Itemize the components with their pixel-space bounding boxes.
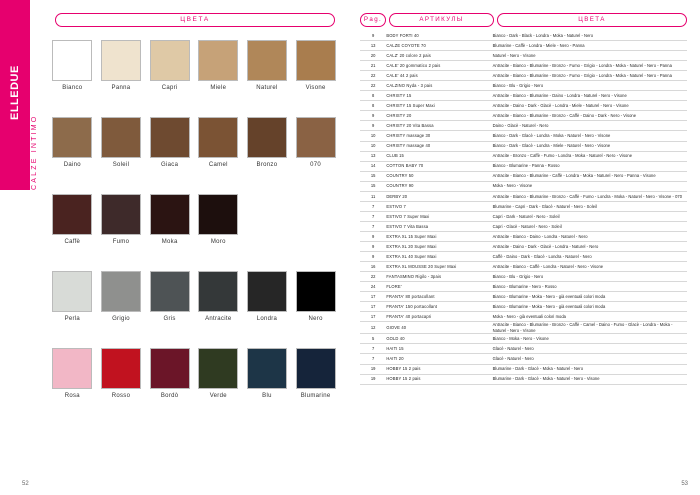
table-row	[360, 71, 687, 81]
color-name: Moro	[210, 239, 226, 245]
cell-pag: 14	[360, 161, 386, 171]
cell-article: CALE' 20 gommatico 2 pais	[386, 61, 492, 71]
brand-logo: ELLEDUE	[9, 65, 21, 121]
swatch-cell[interactable]	[48, 194, 97, 256]
cell-article: ESTIVO 7	[386, 201, 492, 211]
cell-pag: 17	[360, 312, 386, 322]
cell-colors: Blumarine - Capri - Dark - Glacè - Naturel - Nero - Soleil	[493, 201, 687, 211]
swatch-cell[interactable]	[48, 117, 97, 179]
cell-colors: Capri - Glacè - Naturel - Nero - Soleil	[493, 221, 687, 231]
color-chip[interactable]	[101, 348, 141, 389]
cell-colors: Moka - Nero - già eventuali colori moda	[493, 312, 687, 322]
swatch-cell[interactable]	[194, 348, 243, 410]
cell-pag: 21	[360, 61, 386, 71]
brand-block	[0, 0, 30, 190]
color-chip[interactable]	[296, 117, 336, 158]
color-name: Miele	[210, 85, 227, 91]
left-header-label: ЦВЕТА	[180, 16, 210, 23]
cell-article: CALE' 44 2 pais	[386, 71, 492, 81]
cell-pag: 16	[360, 262, 386, 272]
color-name: Panna	[111, 85, 131, 91]
table-row	[360, 31, 687, 41]
table-row	[360, 101, 687, 111]
cell-colors: Bianco - Blumarine - Moka - Nero - già eventuali colori moda	[493, 302, 687, 312]
cell-colors: Caffè - Daino - Dark - Glacè - Londra - Naturel - Nero	[493, 252, 687, 262]
color-chip[interactable]	[296, 348, 336, 389]
cell-article: EXTRA XL 20 Super Maxi	[386, 241, 492, 251]
swatch-cell[interactable]	[48, 40, 97, 102]
color-chip[interactable]	[198, 271, 238, 312]
swatch-cell[interactable]	[97, 271, 146, 333]
cell-article: ESTIVO 7 Vita Bassa	[386, 221, 492, 231]
swatch-cell[interactable]	[194, 271, 243, 333]
cell-colors: Antracite - Bronzo - Caffè - Fumo - Londra - Moka - Naturel - Nero - Visone	[493, 151, 687, 161]
swatch-cell[interactable]	[97, 348, 146, 410]
color-name: Caffè	[64, 239, 81, 245]
table-row	[360, 61, 687, 71]
table-row	[360, 81, 687, 91]
cell-colors: Antracite - Bianco - Daino - Londra - Naturel - Nero	[493, 231, 687, 241]
color-chip[interactable]	[52, 271, 92, 312]
cell-article: FRANTA' 150 portacollant	[386, 302, 492, 312]
cell-article: FRANTA' 80 portacollant	[386, 292, 492, 302]
cell-colors: Antracite - Bianco - Blumarine - Bronzo - Fumo - Grigio - Londra - Moka - Naturel - Nero - Panna	[493, 71, 687, 81]
color-name: Soleil	[112, 162, 130, 168]
table-row	[360, 111, 687, 121]
cell-pag: 7	[360, 201, 386, 211]
color-chip[interactable]	[150, 117, 190, 158]
cell-colors: Bianco - Moka - Nero - Visone	[493, 334, 687, 344]
swatch-cell[interactable]	[194, 117, 243, 179]
cell-article: FANTASMINO Rigilo - 3pais	[386, 272, 492, 282]
swatch-cell[interactable]	[194, 194, 243, 256]
cell-pag: 9	[360, 252, 386, 262]
color-name: Perla	[64, 316, 81, 322]
color-name: Moka	[161, 239, 178, 245]
cell-colors: Bianco - Dark - Black - Londra - Moka - Naturel - Nero	[493, 31, 687, 41]
color-chip[interactable]	[296, 40, 336, 81]
table-row	[360, 141, 687, 151]
table-row	[360, 282, 687, 292]
table-row	[360, 322, 687, 334]
color-chip[interactable]	[150, 348, 190, 389]
swatch-cell[interactable]	[97, 40, 146, 102]
color-chip[interactable]	[52, 117, 92, 158]
cell-article: CHRISTY massage 40	[386, 141, 492, 151]
cell-colors: Antracite - Daino - Dark - Glacè - Londra - Naturel - Nero	[493, 241, 687, 251]
color-chip[interactable]	[296, 271, 336, 312]
table-row	[360, 161, 687, 171]
cell-article: FRANTA' 40 portacapri	[386, 312, 492, 322]
cell-pag: 9	[360, 31, 386, 41]
table-row	[360, 334, 687, 344]
color-chip[interactable]	[101, 194, 141, 235]
cell-article: CHRISTY 20 Vita Bassa	[386, 121, 492, 131]
swatch-cell[interactable]	[291, 117, 340, 179]
swatch-cell[interactable]	[194, 40, 243, 102]
swatch-cell[interactable]	[145, 40, 194, 102]
swatch-row	[48, 348, 340, 410]
swatch-cell[interactable]	[243, 117, 292, 179]
swatch-row	[48, 271, 340, 333]
cell-article: CALZINO Nyda - 3 pais	[386, 81, 492, 91]
swatch-row	[48, 40, 340, 102]
color-name: Gris	[163, 316, 176, 322]
color-name: Blu	[262, 393, 272, 399]
cell-pag: 20	[360, 51, 386, 61]
color-chip[interactable]	[52, 40, 92, 81]
cell-colors: Antracite - Bianco - Blumarine - Bronzo - Caffè - Camel - Daino - Fumo - Glacè - Londra - Moka - Naturel - Nero - Visone	[493, 322, 687, 334]
color-name: Rosso	[111, 393, 131, 399]
cell-pag: 22	[360, 272, 386, 282]
cell-article: BODY FORTI 40	[386, 31, 492, 41]
color-name: Nero	[308, 316, 323, 322]
cell-pag: 22	[360, 81, 386, 91]
table-row	[360, 131, 687, 141]
table-row	[360, 374, 687, 384]
color-name: Antracite	[205, 316, 232, 322]
table-row	[360, 292, 687, 302]
cell-pag: 9	[360, 231, 386, 241]
color-name: Capri	[161, 85, 178, 91]
table-row	[360, 51, 687, 61]
cell-colors: Blumarine - Dark - Glacè - Moka - Naturel - Nero	[493, 364, 687, 374]
color-name: Camel	[208, 162, 228, 168]
color-chip[interactable]	[247, 348, 287, 389]
swatch-cell[interactable]	[145, 194, 194, 256]
table-row	[360, 241, 687, 251]
color-name: Giaca	[161, 162, 179, 168]
cell-colors: Blumarine - Dark - Glacè - Moka - Naturel - Nero - Visone	[493, 374, 687, 384]
cell-article: HOBBY 15 2 pais	[386, 364, 492, 374]
table-row	[360, 121, 687, 131]
cell-colors: Antracite - Bianco - Blumarine - Bronzo - Fumo - Grigio - Londra - Moka - Naturel - Nero - Panna	[493, 61, 687, 71]
cell-colors: Antracite - Bianco - Blumarine - Caffè - Londra - Moka - Naturel - Nero - Panna - Visone	[493, 171, 687, 181]
color-chip[interactable]	[150, 40, 190, 81]
table-row	[360, 151, 687, 161]
table-row	[360, 191, 687, 201]
cell-pag: 7	[360, 211, 386, 221]
color-chip[interactable]	[198, 194, 238, 235]
color-chip[interactable]	[198, 117, 238, 158]
cell-article: CHRISTY 20	[386, 111, 492, 121]
cell-pag: 22	[360, 71, 386, 81]
cell-pag: 24	[360, 282, 386, 292]
header-pag: Pag.	[360, 13, 386, 27]
color-name: Daino	[63, 162, 81, 168]
color-name: Naturel	[256, 85, 278, 91]
cell-colors: Glacè - Naturel - Nero	[493, 354, 687, 364]
table-row	[360, 262, 687, 272]
swatch-cell[interactable]	[97, 117, 146, 179]
cell-colors: Antracite - Bianco - Blumarine - Daino - Londra - Naturel - Nero - Visone	[493, 91, 687, 101]
color-name: Blumarine	[300, 393, 331, 399]
table-row	[360, 231, 687, 241]
cell-article: CHRISTY 15	[386, 91, 492, 101]
cell-colors: Bianco - Blumarine - Moka - Nero - già eventuali colori moda	[493, 292, 687, 302]
cell-colors: Daino - Glacè - Naturel - Nero	[493, 121, 687, 131]
swatch-cell[interactable]	[145, 348, 194, 410]
page-number-right: 53	[681, 481, 688, 487]
color-name: Visone	[305, 85, 326, 91]
swatch-cell[interactable]	[243, 271, 292, 333]
cell-pag: 19	[360, 364, 386, 374]
color-chip[interactable]	[247, 271, 287, 312]
swatch-grid	[48, 40, 340, 425]
table-row	[360, 221, 687, 231]
table-row	[360, 302, 687, 312]
brand-sidebar	[0, 0, 30, 495]
swatch-cell[interactable]	[48, 271, 97, 333]
table-row	[360, 364, 687, 374]
color-chip[interactable]	[101, 117, 141, 158]
cell-colors: Glacè - Naturel - Nero	[493, 344, 687, 354]
cell-pag: 17	[360, 292, 386, 302]
cell-pag: 19	[360, 374, 386, 384]
cell-colors: Antracite - Bianco - Blumarine - Bronzo - Caffè - Fumo - Londra - Moka - Naturel - Nero - Visone - 070	[493, 191, 687, 201]
cell-article: GIOVE 40	[386, 322, 492, 334]
color-name: Verde	[209, 393, 227, 399]
cell-colors: Bianco - Blumarine - Panna - Rosso	[493, 161, 687, 171]
cell-colors: Bianco - Blumarine - Nero - Rosso	[493, 282, 687, 292]
cell-article: HAITI 20	[386, 354, 492, 364]
page-number-left: 52	[22, 481, 29, 487]
cell-article: EXTRA XL 40 Super Maxi	[386, 252, 492, 262]
swatch-cell[interactable]	[291, 271, 340, 333]
color-chip[interactable]	[150, 194, 190, 235]
cell-pag: 7	[360, 344, 386, 354]
table-row	[360, 354, 687, 364]
swatch-cell[interactable]	[291, 348, 340, 410]
cell-pag: 7	[360, 354, 386, 364]
brand-subtitle: CALZE INTIMO	[31, 114, 38, 190]
swatch-cell[interactable]	[243, 40, 292, 102]
cell-pag: 15	[360, 171, 386, 181]
cell-pag: 10	[360, 141, 386, 151]
cell-colors: Antracite - Bianco - Blumarine - Bronzo - Caffè - Daino - Dark - Nero - Visone	[493, 111, 687, 121]
color-name: Bronzo	[256, 162, 278, 168]
cell-article: EXTRA XL 15 Super Maxi	[386, 231, 492, 241]
swatch-cell[interactable]	[145, 271, 194, 333]
cell-pag: 9	[360, 241, 386, 251]
cell-article: HOBBY 15 2 pais	[386, 374, 492, 384]
cell-article: HAITI 15	[386, 344, 492, 354]
cell-pag: 17	[360, 302, 386, 312]
color-chip[interactable]	[247, 117, 287, 158]
cell-pag: 5	[360, 334, 386, 344]
table-row	[360, 211, 687, 221]
color-chip[interactable]	[198, 348, 238, 389]
table-row	[360, 41, 687, 51]
cell-pag: 15	[360, 181, 386, 191]
color-chip[interactable]	[247, 40, 287, 81]
cell-pag: 8	[360, 101, 386, 111]
cell-pag: 8	[360, 91, 386, 101]
cell-article: FLORE'	[386, 282, 492, 292]
cell-colors: Bianco - Blu - Grigio - Nero	[493, 81, 687, 91]
cell-colors: Bianco - Dark - Glacè - Londra - Moka - Naturel - Nero - Visone	[493, 131, 687, 141]
cell-colors: Capri - Dark - Naturel - Nero - Soleil	[493, 211, 687, 221]
color-chip[interactable]	[52, 194, 92, 235]
color-name: Grigio	[112, 316, 130, 322]
cell-pag: 11	[360, 191, 386, 201]
table-row	[360, 91, 687, 101]
swatch-cell[interactable]	[145, 117, 194, 179]
color-name: Bordò	[160, 393, 179, 399]
swatch-row	[48, 117, 340, 179]
header-colors: ЦВЕТА	[497, 13, 687, 27]
cell-colors: Antracite - Daino - Dark - Glacè - Londra - Miele - Naturel - Nero - Visone	[493, 101, 687, 111]
cell-pag: 13	[360, 41, 386, 51]
color-name: 070	[310, 162, 322, 168]
cell-pag: 10	[360, 131, 386, 141]
table-row	[360, 344, 687, 354]
cell-article: COUNTRY 90	[386, 181, 492, 191]
cell-pag: 9	[360, 111, 386, 121]
color-name: Fumo	[112, 239, 130, 245]
cell-article: CHRISTY 15 Super Maxi	[386, 101, 492, 111]
left-header-colors	[55, 13, 335, 27]
articles-table	[360, 31, 687, 385]
color-chip[interactable]	[150, 271, 190, 312]
swatch-cell[interactable]	[291, 40, 340, 102]
cell-colors: Antracite - Bianco - Caffè - Londra - Naturel - Nero - Visone	[493, 262, 687, 272]
cell-colors: Naturel - Nero - Visone	[493, 51, 687, 61]
color-name: Rosa	[64, 393, 80, 399]
table-row	[360, 312, 687, 322]
color-name: Bianco	[62, 85, 83, 91]
table-row	[360, 252, 687, 262]
cell-article: DERBY 20	[386, 191, 492, 201]
color-name: Londra	[256, 316, 278, 322]
cell-colors: Blumarine - Caffè - Londra - Miele - Nero - Panna	[493, 41, 687, 51]
cell-article: ESTIVO 7 Super Maxi	[386, 211, 492, 221]
cell-pag: 7	[360, 221, 386, 231]
table-header	[360, 13, 687, 27]
swatch-cell[interactable]	[48, 348, 97, 410]
cell-colors: Bianco - Dark - Glacè - Londra - Miele - Naturel - Nero - Visone	[493, 141, 687, 151]
color-chip[interactable]	[52, 348, 92, 389]
color-chip[interactable]	[101, 40, 141, 81]
cell-article: COTTON BABY 70	[386, 161, 492, 171]
cell-article: CHRISTY massage 30	[386, 131, 492, 141]
swatch-cell[interactable]	[97, 194, 146, 256]
table-row	[360, 272, 687, 282]
swatch-cell[interactable]	[243, 348, 292, 410]
cell-article: CALZE COYOTE 70	[386, 41, 492, 51]
cell-colors: Moka - Nero - Visone	[493, 181, 687, 191]
table-row	[360, 181, 687, 191]
swatch-row	[48, 194, 340, 256]
header-articles: АРТИКУЛЫ	[389, 13, 494, 27]
color-chip[interactable]	[101, 271, 141, 312]
cell-pag: 12	[360, 322, 386, 334]
table-row	[360, 171, 687, 181]
cell-colors: Bianco - Blu - Grigio - Nero	[493, 272, 687, 282]
right-page	[350, 0, 700, 495]
cell-article: COUNTRY 50	[386, 171, 492, 181]
cell-pag: 9	[360, 121, 386, 131]
cell-pag: 13	[360, 151, 386, 161]
cell-article: GOLD 40	[386, 334, 492, 344]
cell-article: CALZ' 20 colore 2 pais	[386, 51, 492, 61]
table-row	[360, 201, 687, 211]
cell-article: CLUB 15	[386, 151, 492, 161]
color-chip[interactable]	[198, 40, 238, 81]
cell-article: EXTRA XL MOUSSE 20 Super Maxi	[386, 262, 492, 272]
